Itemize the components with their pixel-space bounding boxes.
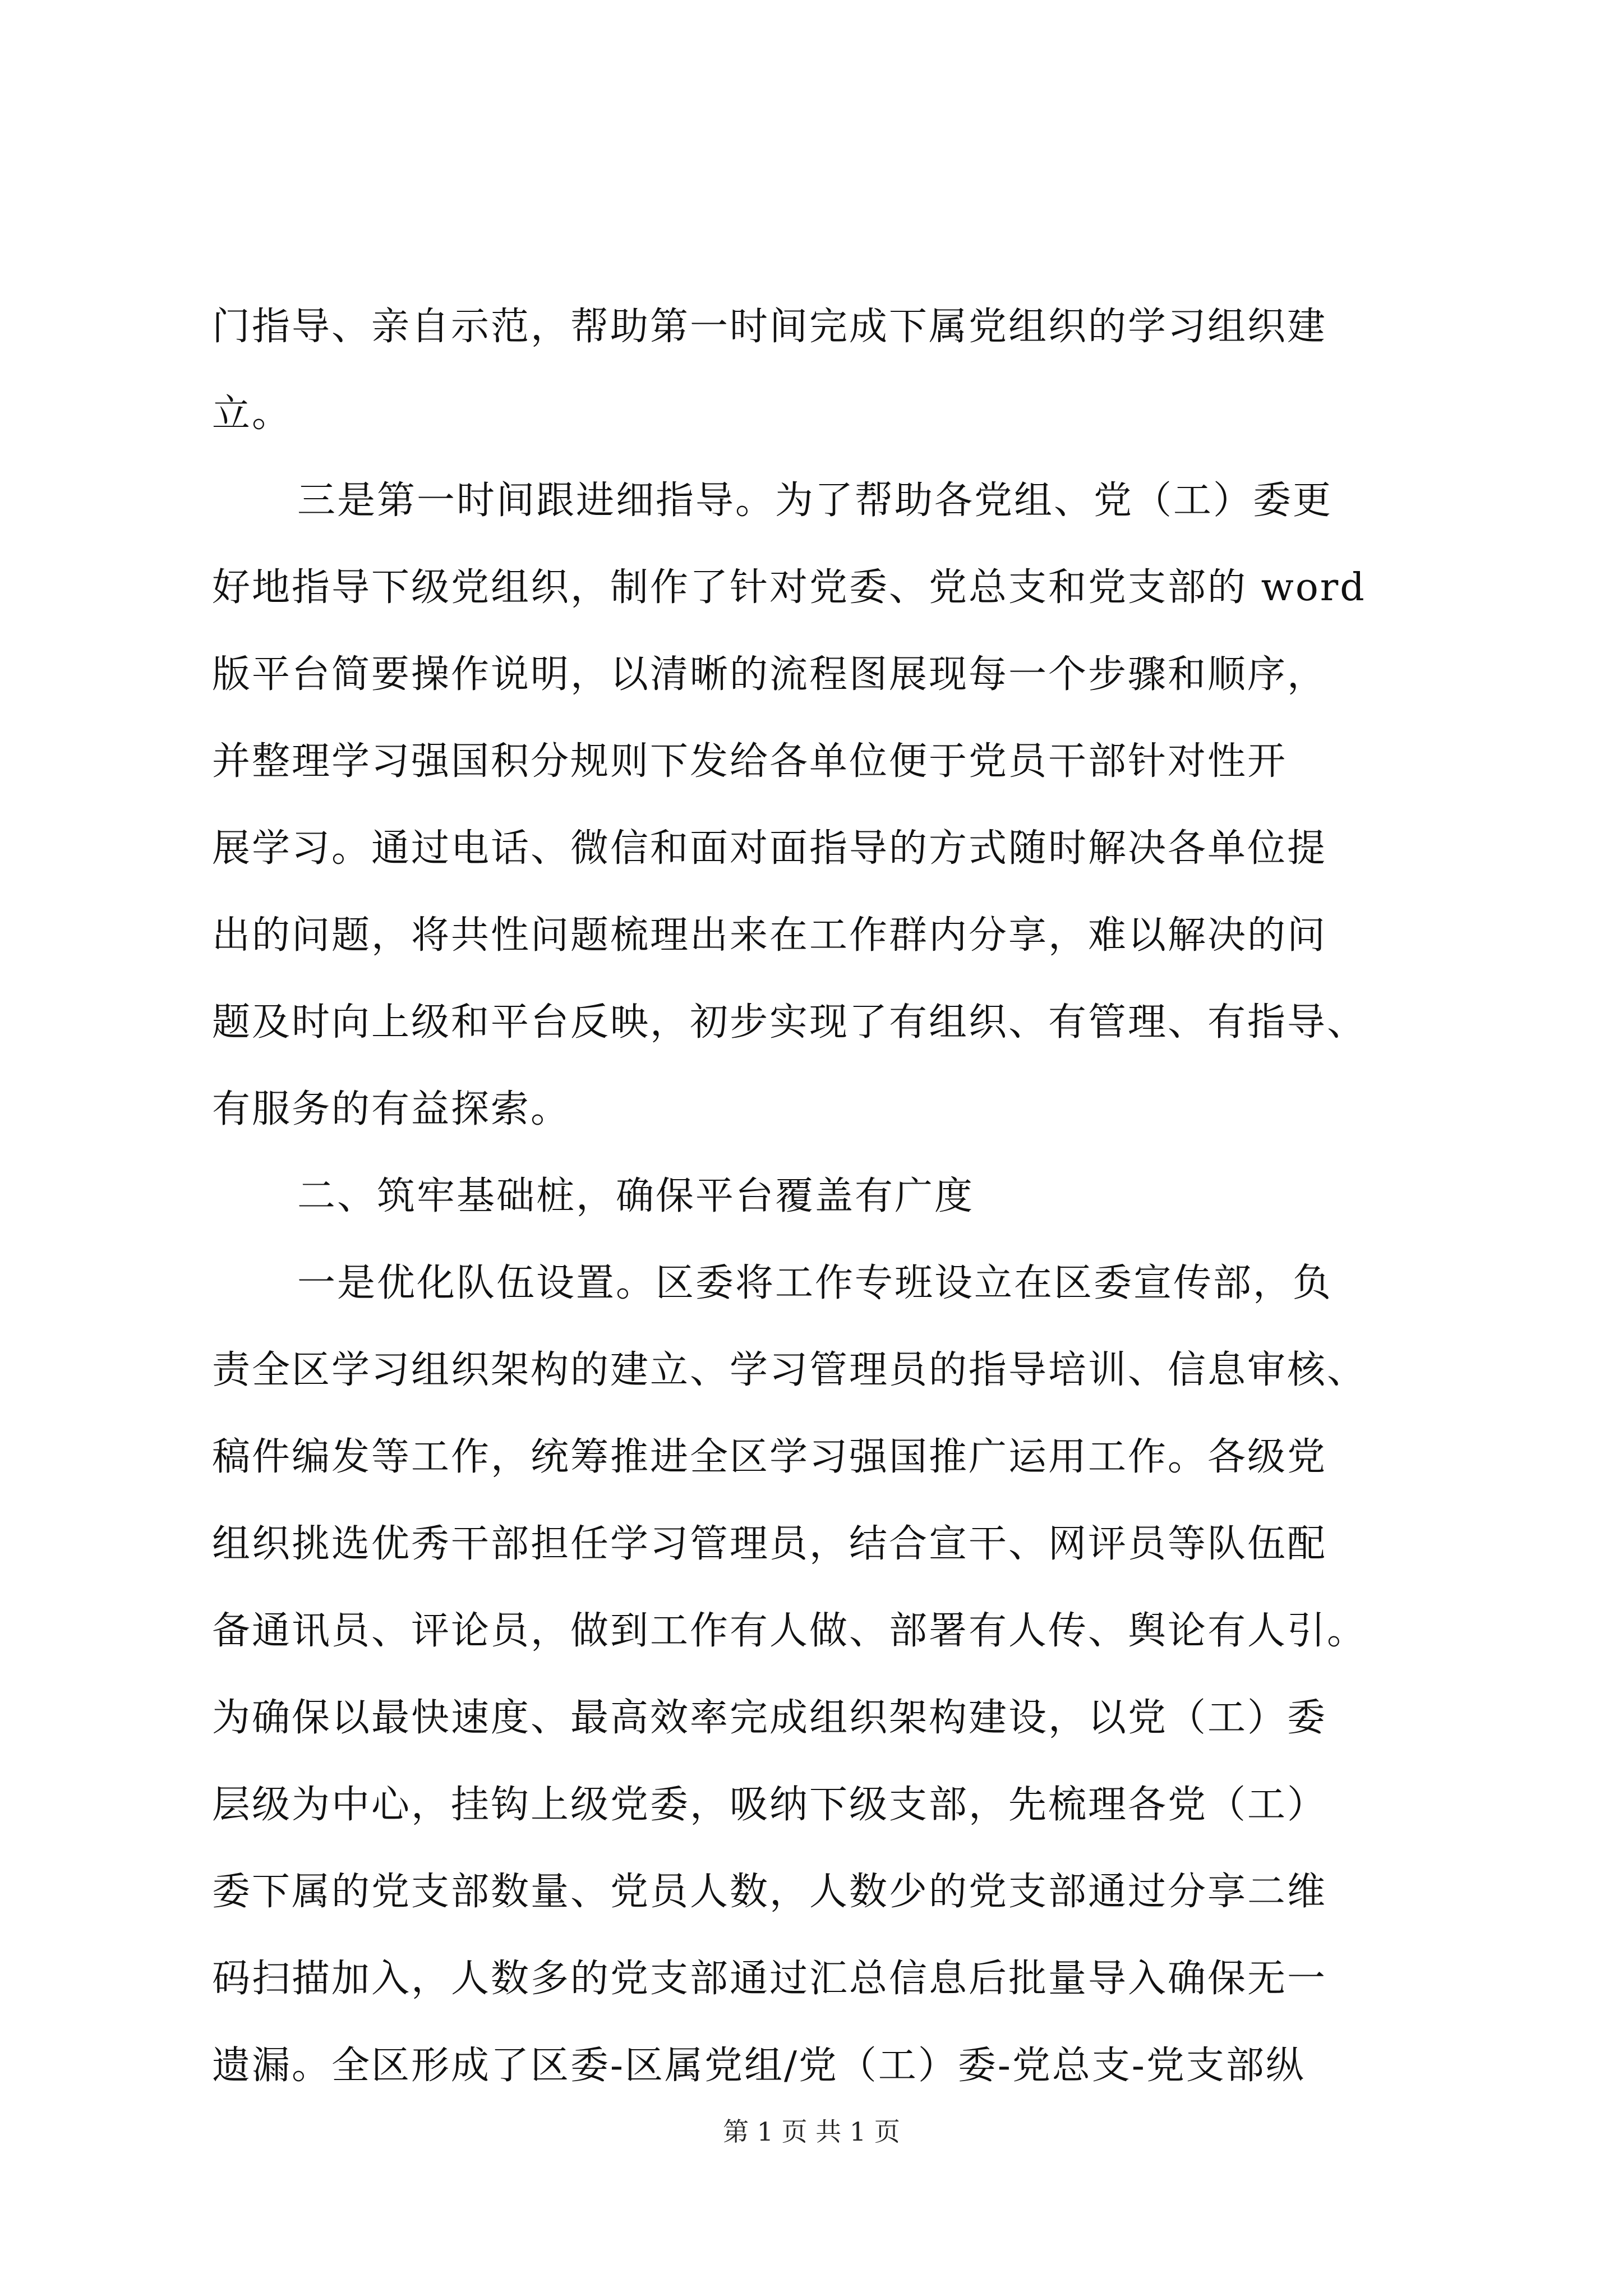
- text-line: 好地指导下级党组织，制作了针对党委、党总支和党支部的 word: [212, 565, 1366, 610]
- page-footer: 第 1 页 共 1 页: [723, 2116, 900, 2147]
- text-line: 层级为中心，挂钩上级党委，吸纳下级支部，先梳理各党（工）: [212, 1783, 1327, 1827]
- text-line: 备通讯员、评论员，做到工作有人做、部署有人传、舆论有人引。: [212, 1609, 1367, 1653]
- text-line: 立。: [212, 392, 292, 436]
- text-line: 门指导、亲自示范，帮助第一时间完成下属党组织的学习组织建: [212, 305, 1327, 349]
- text-line: 版平台简要操作说明，以清晰的流程图展现每一个步骤和顺序，: [212, 652, 1327, 697]
- text-line: 稿件编发等工作，统筹推进全区学习强国推广运用工作。各级党: [212, 1435, 1327, 1479]
- section-heading: 二、筑牢基础桩，确保平台覆盖有广度: [297, 1174, 975, 1218]
- text-line: 题及时向上级和平台反映，初步实现了有组织、有管理、有指导、: [212, 1000, 1367, 1045]
- text-line: 组织挑选优秀干部担任学习管理员，结合宣干、网评员等队伍配: [212, 1522, 1327, 1566]
- paragraph-start: 一是优化队伍设置。区委将工作专班设立在区委宣传部，负: [297, 1261, 1333, 1305]
- paragraph-start: 三是第一时间跟进细指导。为了帮助各党组、党（工）委更: [297, 478, 1333, 523]
- text-line: 出的问题，将共性问题梳理出来在工作群内分享，难以解决的问: [212, 913, 1327, 958]
- text-line: 并整理学习强国积分规则下发给各单位便于党员干部针对性开: [212, 739, 1288, 784]
- text-line: 为确保以最快速度、最高效率完成组织架构建设，以党（工）委: [212, 1696, 1327, 1740]
- text-line: 委下属的党支部数量、党员人数，人数少的党支部通过分享二维: [212, 1870, 1327, 1914]
- text-line: 码扫描加入，人数多的党支部通过汇总信息后批量导入确保无一: [212, 1957, 1327, 2001]
- text-line: 遗漏。全区形成了区委-区属党组/党（工）委-党总支-党支部纵: [212, 2044, 1306, 2088]
- text-line: 责全区学习组织架构的建立、学习管理员的指导培训、信息审核、: [212, 1348, 1367, 1392]
- text-line: 有服务的有益探索。: [212, 1087, 571, 1131]
- text-line: 展学习。通过电话、微信和面对面指导的方式随时解决各单位提: [212, 826, 1327, 871]
